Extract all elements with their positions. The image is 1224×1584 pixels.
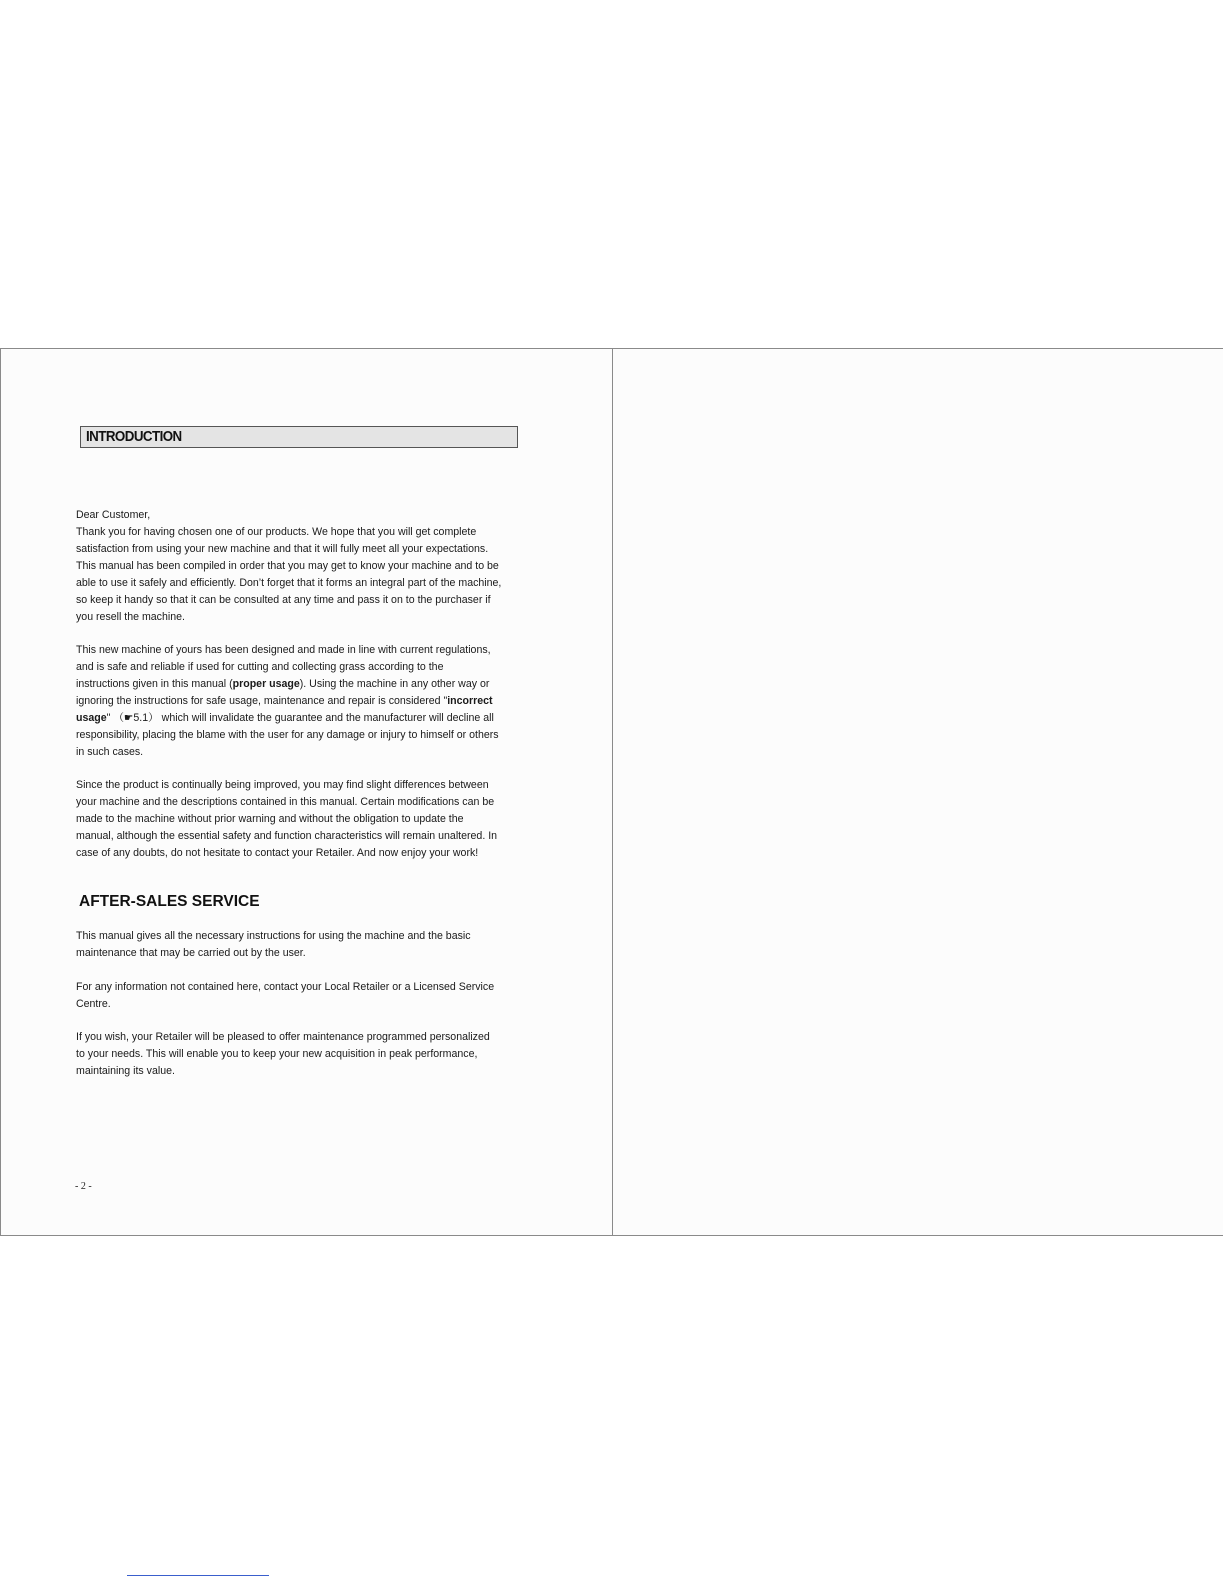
page-number: - 2 - [75, 1181, 92, 1192]
intro-p2-line: in such cases. [76, 746, 144, 758]
manual-spread [0, 348, 1223, 1236]
text-span: ignoring the instructions for safe usage, maintenance and repair is considered " [76, 695, 448, 707]
after-sales-line: This manual gives all the necessary instructions for using the machine and the basic [76, 930, 471, 942]
after-sales-line: maintenance that may be carried out by the user. [76, 947, 306, 959]
incorrect-usage-term: incorrect [447, 695, 493, 707]
proper-usage-term: proper usage [232, 678, 300, 690]
text-span: ). Using the machine in any other way or [299, 678, 490, 690]
after-sales-line: maintaining its value. [76, 1065, 175, 1077]
intro-p1-line: so keep it handy so that it can be consulted at any time and pass it on to the purchaser if [76, 594, 491, 606]
intro-p2-line: This new machine of yours has been designed and made in line with current regulations, [76, 644, 491, 656]
intro-p3-line: your machine and the descriptions contained in this manual. Certain modifications can be [76, 796, 495, 808]
intro-p2-line [76, 693, 536, 710]
after-sales-line: If you wish, your Retailer will be pleased to offer maintenance programmed personalized [76, 1031, 490, 1043]
intro-p3-line: manual, although the essential safety and function characteristics will remain unaltered. In [76, 830, 498, 842]
intro-p2-line [76, 676, 536, 693]
footer-underline-mark [127, 1575, 269, 1576]
intro-p1-line: Thank you for having chosen one of our products. We hope that you will get complete [76, 526, 477, 538]
greeting: Dear Customer, [76, 509, 151, 521]
intro-p2-line: and is safe and reliable if used for cutting and collecting grass according to the [76, 661, 444, 673]
intro-p1-line: This manual has been compiled in order that you may get to know your machine and to be [76, 560, 499, 572]
incorrect-usage-term: usage [76, 712, 107, 724]
intro-paragraph-3 [76, 777, 536, 862]
right-page-blank [613, 349, 1223, 1235]
after-sales-line: Centre. [76, 998, 111, 1010]
left-page [1, 349, 613, 1235]
intro-p3-line: Since the product is continually being improved, you may find slight differences between [76, 779, 489, 791]
after-sales-paragraph-3 [76, 1029, 536, 1080]
after-sales-paragraph-2 [76, 979, 536, 1013]
intro-p1-line: satisfaction from using your new machine and that it will fully meet all your expectations. [76, 543, 489, 555]
after-sales-heading: AFTER-SALES SERVICE [79, 893, 260, 910]
text-span: " （☛5.1） which will invalidate the guarantee and the manufacturer will decline all [106, 712, 494, 724]
intro-p1-line: able to use it safely and efficiently. Don’t forget that it forms an integral part of the machine, [76, 577, 502, 589]
intro-p1-line: you resell the machine. [76, 611, 185, 623]
intro-paragraph-2 [76, 642, 536, 761]
intro-greeting-block [76, 507, 536, 626]
intro-p3-line: made to the machine without prior warning and without the obligation to update the [76, 813, 464, 825]
text-span: instructions given in this manual ( [76, 678, 233, 690]
intro-p2-line [76, 710, 536, 727]
intro-p3-line: case of any doubts, do not hesitate to contact your Retailer. And now enjoy your work! [76, 847, 479, 859]
intro-p2-line: responsibility, placing the blame with the user for any damage or injury to himself or others [76, 729, 499, 741]
after-sales-line: For any information not contained here, contact your Local Retailer or a Licensed Service [76, 981, 495, 993]
introduction-heading: INTRODUCTION [86, 429, 182, 445]
after-sales-line: to your needs. This will enable you to keep your new acquisition in peak performance, [76, 1048, 478, 1060]
introduction-heading-box [80, 426, 518, 448]
after-sales-paragraph-1 [76, 928, 536, 962]
